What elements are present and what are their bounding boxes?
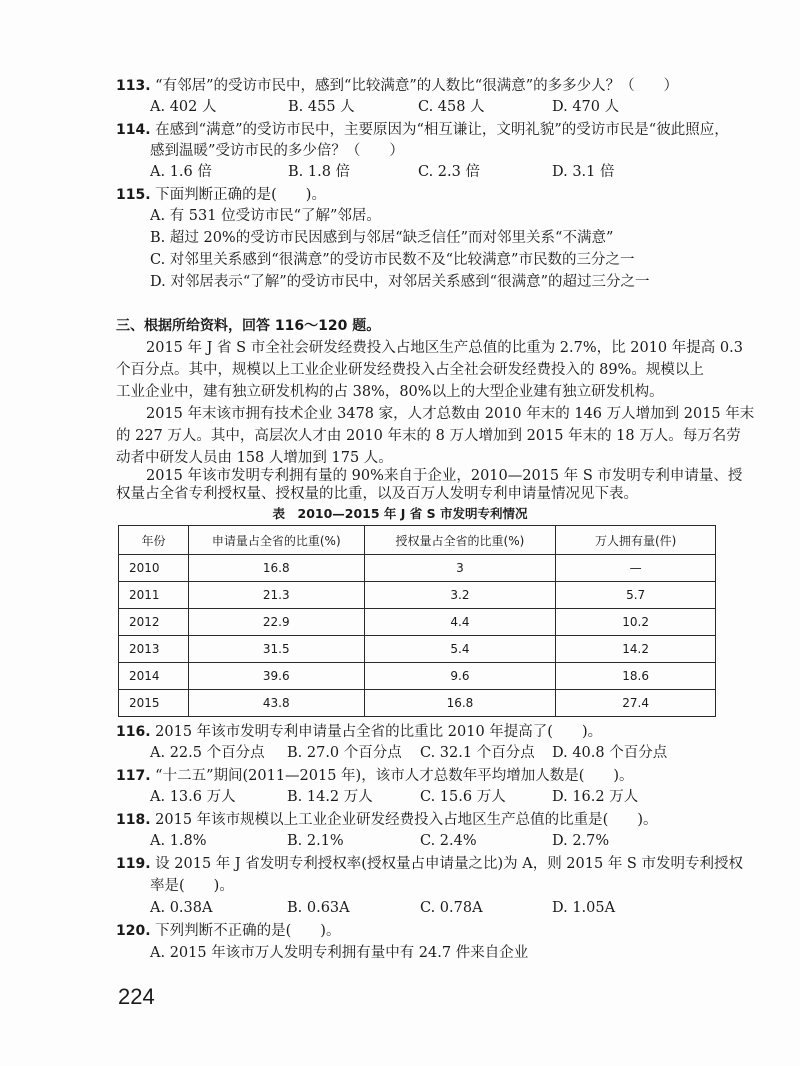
section-heading: 三、根据所给资料，回答 116～120 题。: [116, 318, 381, 334]
option-d: D. 470 人: [552, 99, 620, 115]
table-cell: 16.8: [188, 555, 364, 582]
option-c: C. 0.78A: [420, 900, 483, 916]
option-c: C. 458 人: [418, 99, 485, 115]
question-119: [116, 854, 743, 874]
table-header-row: [119, 526, 716, 555]
table-cell: 22.9: [188, 609, 364, 636]
question-113: [116, 76, 678, 96]
option-a: A. 1.8%: [150, 833, 207, 849]
question-number: 118.: [116, 812, 151, 828]
table-row: [119, 663, 716, 690]
table-cell: 5.4: [364, 636, 556, 663]
question-text-cont: 感到温暖”受访市民的多少倍？（ ）: [150, 143, 404, 159]
table-cell: 2010: [119, 555, 189, 582]
paragraph-line: 个百分点。其中，规模以上工业企业研发经费投入占全社会研发经费投入的 89%。规模以上: [116, 362, 704, 378]
option-b: B. 1.8 倍: [288, 164, 351, 180]
option-d: D. 3.1 倍: [552, 164, 615, 180]
header-cell: 申请量占全省的比重(%): [188, 526, 364, 555]
option-a: A. 有 531 位受访市民“了解”邻居。: [150, 208, 381, 224]
option-a: A. 22.5 个百分点: [150, 745, 265, 761]
table-row: [119, 555, 716, 582]
option-b: B. 0.63A: [287, 900, 350, 916]
table-cell: 2011: [119, 582, 189, 609]
question-number: 113.: [116, 78, 151, 94]
option-b: B. 27.0 个百分点: [287, 745, 402, 761]
table-row: [119, 636, 716, 663]
table-row: [119, 582, 716, 609]
table-cell: 39.6: [188, 663, 364, 690]
table-caption: 表 2010—2015 年 J 省 S 市发明专利情况: [272, 506, 528, 521]
option-b: B. 2.1%: [287, 833, 344, 849]
option-a: A. 2015 年该市万人发明专利拥有量中有 24.7 件来自企业: [150, 945, 529, 961]
question-text: “有邻居”的受访市民中，感到“比较满意”的人数比“很满意”的多多少人？（ ）: [155, 78, 679, 94]
table-cell: 31.5: [188, 636, 364, 663]
question-text: 2015 年该市规模以上工业企业研发经费投入占地区生产总值的比重是( )。: [155, 812, 658, 828]
table-cell: 9.6: [364, 663, 556, 690]
question-117: [116, 766, 634, 786]
table-cell: 2014: [119, 663, 189, 690]
patent-table: [118, 525, 716, 717]
option-a: A. 1.6 倍: [150, 164, 212, 180]
header-cell: 授权量占全省的比重(%): [364, 526, 556, 555]
table-cell: 10.2: [556, 609, 716, 636]
option-c: C. 2.4%: [420, 833, 477, 849]
paragraph-line: 工业企业中，建有独立研发机构的占 38%，80%以上的大型企业建有独立研发机构。: [116, 384, 664, 400]
option-a: A. 13.6 万人: [150, 789, 236, 805]
table-cell: 27.4: [556, 690, 716, 717]
question-number: 115.: [116, 187, 151, 203]
question-number: 117.: [116, 768, 151, 784]
option-b: B. 超过 20%的受访市民因感到与邻居“缺乏信任”而对邻里关系“不满意”: [150, 230, 614, 246]
question-115: [116, 185, 326, 205]
option-c: C. 2.3 倍: [418, 164, 480, 180]
question-114: [116, 120, 729, 140]
header-cell: 万人拥有量(件): [556, 526, 716, 555]
paragraph-line: 2015 年末该市拥有技术企业 3478 家，人才总数由 2010 年末的 146 万人增加到 2015 年末: [146, 406, 755, 422]
option-c: C. 15.6 万人: [420, 789, 506, 805]
table-cell: 3: [364, 555, 556, 582]
option-b: B. 455 人: [288, 99, 355, 115]
question-118: [116, 810, 657, 830]
option-d: D. 对邻居表示“了解”的受访市民中，对邻居关系感到“很满意”的超过三分之一: [150, 274, 650, 290]
table-cell: 2013: [119, 636, 189, 663]
question-text: 下面判断正确的是( )。: [155, 187, 326, 203]
table-cell: 5.7: [556, 582, 716, 609]
question-text: 2015 年该市发明专利申请量占全省的比重比 2010 年提高了( )。: [155, 724, 603, 740]
table-cell: 2015: [119, 690, 189, 717]
option-d: D. 16.2 万人: [552, 789, 639, 805]
option-d: D. 1.05A: [552, 900, 616, 916]
option-a: A. 402 人: [150, 99, 217, 115]
option-c: C. 对邻里关系感到“很满意”的受访市民数不及“比较满意”市民数的三分之一: [150, 252, 635, 268]
option-a: A. 0.38A: [150, 900, 213, 916]
table-cell: 16.8: [364, 690, 556, 717]
table-cell: 21.3: [188, 582, 364, 609]
paragraph-line: 权量占全省专利授权量、授权量的比重，以及百万人发明专利申请量情况见下表。: [116, 486, 638, 502]
question-text-cont: 率是( )。: [150, 878, 234, 894]
page-number: 224: [118, 984, 155, 1009]
option-b: B. 14.2 万人: [287, 789, 373, 805]
header-cell: 年份: [119, 526, 189, 555]
paragraph-line: 动者中研发人员由 158 人增加到 175 人。: [116, 450, 393, 466]
question-text: “十二五”期间(2011—2015 年)，该市人才总数年平均增加人数是( )。: [155, 768, 634, 784]
question-text: 下列判断不正确的是( )。: [155, 923, 341, 939]
question-number: 114.: [116, 122, 151, 138]
question-number: 116.: [116, 724, 151, 740]
table-cell: 2012: [119, 609, 189, 636]
option-c: C. 32.1 个百分点: [420, 745, 535, 761]
table-cell: 18.6: [556, 663, 716, 690]
option-d: D. 40.8 个百分点: [552, 745, 668, 761]
option-d: D. 2.7%: [552, 833, 610, 849]
table-cell: —: [556, 555, 716, 582]
paragraph-line: 2015 年 J 省 S 市全社会研发经费投入占地区生产总值的比重为 2.7%，比 2010 年提高 0.3: [146, 340, 743, 356]
table-cell: 3.2: [364, 582, 556, 609]
question-116: [116, 722, 602, 742]
table-cell: 4.4: [364, 609, 556, 636]
question-text: 在感到“满意”的受访市民中，主要原因为“相互谦让，文明礼貌”的受访市民是“彼此照应，: [155, 122, 729, 138]
table-row: [119, 609, 716, 636]
question-120: [116, 921, 340, 941]
question-number: 120.: [116, 923, 151, 939]
question-number: 119.: [116, 856, 151, 872]
paragraph-line: 的 227 万人。其中，高层次人才由 2010 年末的 8 万人增加到 2015 年末的 18 万人。每万名劳: [116, 428, 741, 444]
table-cell: 14.2: [556, 636, 716, 663]
table-row: [119, 690, 716, 717]
paragraph-line: 2015 年该市发明专利拥有量的 90%来自于企业，2010—2015 年 S 市发明专利申请量、授: [146, 468, 743, 484]
question-text: 设 2015 年 J 省发明专利授权率(授权量占申请量之比)为 A，则 2015 年 S 市发明专利授权: [155, 856, 743, 872]
table-cell: 43.8: [188, 690, 364, 717]
